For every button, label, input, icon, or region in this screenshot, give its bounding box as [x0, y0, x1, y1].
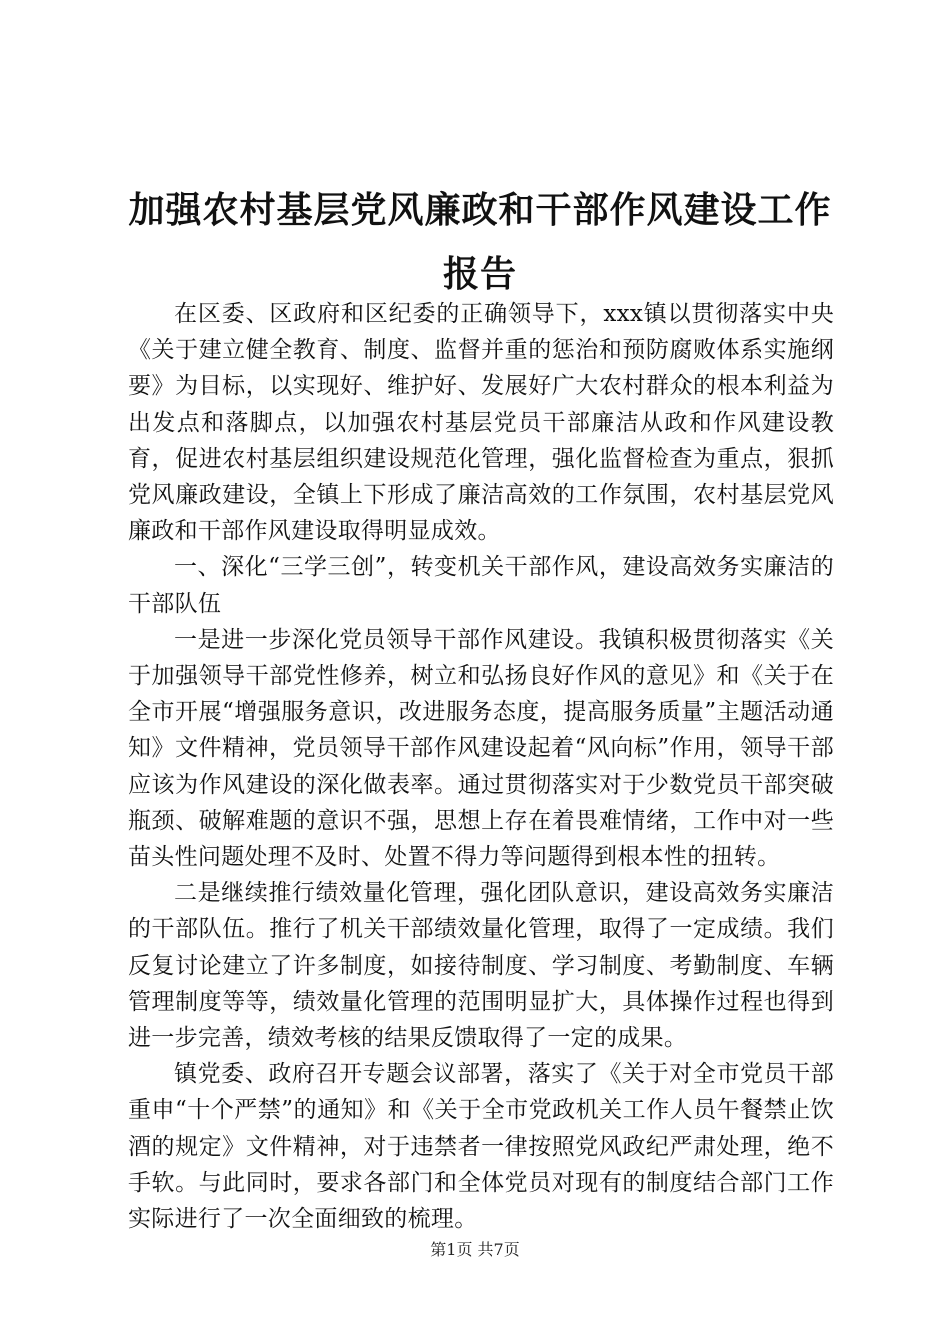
- page-footer: 第1页 共7页: [430, 1240, 520, 1259]
- paragraph-point-2: 二是继续推行绩效量化管理，强化团队意识，建设高效务实廉洁的干部队伍。推行了机关干部绩效量化管理，取得了一定成绩。我们反复讨论建立了许多制度，如接待制度、学习制度、考勤制度、车辆管理制度等等，绩效量化管理的范围明显扩大，具体操作过程也得到进一步完善，绩效考核的结果反馈取得了一定的成果。: [128, 880, 834, 1052]
- document-body: [128, 296, 834, 1237]
- document-title: 加强农村基层党风廉政和干部作风建设工作报告: [128, 189, 832, 295]
- paragraph-measures: 镇党委、政府召开专题会议部署，落实了《关于对全市党员干部重申“十个严禁”的通知》和《关于全市党政机关工作人员午餐禁止饮酒的规定》文件精神，对于违禁者一律按照党风政纪严肃处理，绝不手软。与此同时，要求各部门和全体党员对现有的制度结合部门工作实际进行了一次全面细致的梳理。: [128, 1061, 834, 1233]
- paragraph-intro: 在区委、区政府和区纪委的正确领导下，xxx镇以贯彻落实中央《关于建立健全教育、制度、监督并重的惩治和预防腐败体系实施纲要》为目标，以实现好、维护好、发展好广大农村群众的根本利益为出发点和落脚点，以加强农村基层党员干部廉洁从政和作风建设教育，促进农村基层组织建设规范化管理，强化监督检查为重点，狠抓党风廉政建设，全镇上下形成了廉洁高效的工作氛围，农村基层党风廉政和干部作风建设取得明显成效。: [128, 301, 834, 545]
- paragraph-point-1: 一是进一步深化党员领导干部作风建设。我镇积极贯彻落实《关于加强领导干部党性修养，树立和弘扬良好作风的意见》和《关于在全市开展“增强服务意识，改进服务态度，提高服务质量”主题活动通知》文件精神，党员领导干部作风建设起着“风向标”作用，领导干部应该为作风建设的深化做表率。通过贯彻落实对于少数党员干部突破瓶颈、破解难题的意识不强，思想上存在着畏难情绪，工作中对一些苗头性问题处理不及时、处置不得力等问题得到根本性的扭转。: [128, 626, 834, 871]
- section-heading-1: 一、深化“三学三创”，转变机关干部作风，建设高效务实廉洁的干部队伍: [128, 554, 834, 617]
